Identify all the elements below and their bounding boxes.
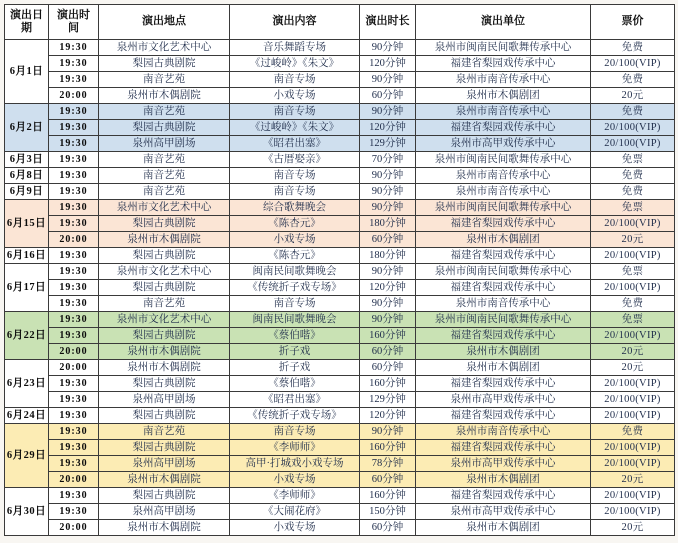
duration-cell: 90分钟 (360, 200, 416, 216)
time-cell: 19:30 (49, 168, 99, 184)
time-cell: 19:30 (49, 296, 99, 312)
unit-cell: 福建省梨园戏传承中心 (416, 408, 591, 424)
venue-cell: 泉州高甲剧场 (99, 136, 230, 152)
unit-cell: 福建省梨园戏传承中心 (416, 280, 591, 296)
time-cell: 19:30 (49, 264, 99, 280)
duration-cell: 160分钟 (360, 488, 416, 504)
venue-cell: 南音艺苑 (99, 104, 230, 120)
unit-cell: 泉州市高甲戏传承中心 (416, 504, 591, 520)
date-cell: 6月3日 (5, 152, 49, 168)
venue-cell: 梨园古典剧院 (99, 280, 230, 296)
time-cell: 19:30 (49, 280, 99, 296)
venue-cell: 泉州市木偶剧院 (99, 360, 230, 376)
date-cell: 6月15日 (5, 200, 49, 248)
unit-cell: 福建省梨园戏传承中心 (416, 56, 591, 72)
content-cell: 折子戏 (230, 344, 360, 360)
schedule-row (5, 232, 675, 248)
content-cell: 闽南民间歌舞晚会 (230, 312, 360, 328)
schedule-row (5, 104, 675, 120)
time-cell: 19:30 (49, 120, 99, 136)
venue-cell: 梨园古典剧院 (99, 56, 230, 72)
schedule-row (5, 248, 675, 264)
content-cell: 《昭君出塞》 (230, 392, 360, 408)
duration-cell: 180分钟 (360, 248, 416, 264)
content-cell: 小戏专场 (230, 88, 360, 104)
duration-cell: 90分钟 (360, 296, 416, 312)
content-cell: 《过峻岭》《朱文》 (230, 120, 360, 136)
price-cell: 免票 (591, 264, 675, 280)
duration-cell: 60分钟 (360, 472, 416, 488)
price-cell: 20/100(VIP) (591, 56, 675, 72)
schedule-row (5, 488, 675, 504)
duration-cell: 120分钟 (360, 408, 416, 424)
content-cell: 音乐舞蹈专场 (230, 40, 360, 56)
performance-schedule-table (4, 4, 675, 536)
venue-cell: 泉州市木偶剧院 (99, 232, 230, 248)
duration-cell: 120分钟 (360, 56, 416, 72)
content-cell: 《昭君出塞》 (230, 136, 360, 152)
date-cell: 6月22日 (5, 312, 49, 360)
content-cell: 南音专场 (230, 424, 360, 440)
venue-cell: 泉州市文化艺术中心 (99, 40, 230, 56)
duration-cell: 60分钟 (360, 360, 416, 376)
schedule-row (5, 120, 675, 136)
time-cell: 20:00 (49, 472, 99, 488)
time-cell: 19:30 (49, 200, 99, 216)
content-cell: 折子戏 (230, 360, 360, 376)
time-cell: 20:00 (49, 520, 99, 536)
time-cell: 19:30 (49, 408, 99, 424)
unit-cell: 泉州市南音传承中心 (416, 424, 591, 440)
time-cell: 19:30 (49, 136, 99, 152)
venue-cell: 梨园古典剧院 (99, 248, 230, 264)
duration-cell: 70分钟 (360, 152, 416, 168)
content-cell: 南音专场 (230, 104, 360, 120)
time-cell: 19:30 (49, 152, 99, 168)
unit-cell: 泉州市高甲戏传承中心 (416, 456, 591, 472)
schedule-row (5, 312, 675, 328)
price-cell: 免费 (591, 104, 675, 120)
unit-cell: 泉州市高甲戏传承中心 (416, 136, 591, 152)
duration-cell: 60分钟 (360, 520, 416, 536)
column-header-unit: 演出单位 (416, 5, 591, 40)
column-header-venue: 演出地点 (99, 5, 230, 40)
price-cell: 20/100(VIP) (591, 392, 675, 408)
content-cell: 南音专场 (230, 168, 360, 184)
venue-cell: 南音艺苑 (99, 168, 230, 184)
duration-cell: 90分钟 (360, 40, 416, 56)
date-cell: 6月16日 (5, 248, 49, 264)
unit-cell: 泉州市南音传承中心 (416, 184, 591, 200)
price-cell: 20元 (591, 360, 675, 376)
time-cell: 19:30 (49, 504, 99, 520)
schedule-row (5, 392, 675, 408)
time-cell: 19:30 (49, 376, 99, 392)
price-cell: 免费 (591, 296, 675, 312)
unit-cell: 福建省梨园戏传承中心 (416, 440, 591, 456)
schedule-row (5, 408, 675, 424)
price-cell: 免费 (591, 72, 675, 88)
date-cell: 6月1日 (5, 40, 49, 104)
content-cell: 《蔡伯喈》 (230, 328, 360, 344)
schedule-row (5, 520, 675, 536)
price-cell: 20元 (591, 344, 675, 360)
price-cell: 20元 (591, 232, 675, 248)
price-cell: 20/100(VIP) (591, 456, 675, 472)
unit-cell: 泉州市木偶剧团 (416, 344, 591, 360)
content-cell: 南音专场 (230, 296, 360, 312)
unit-cell: 泉州市木偶剧团 (416, 520, 591, 536)
unit-cell: 泉州市南音传承中心 (416, 296, 591, 312)
schedule-row (5, 72, 675, 88)
time-cell: 20:00 (49, 232, 99, 248)
price-cell: 20/100(VIP) (591, 216, 675, 232)
content-cell: 《蔡伯喈》 (230, 376, 360, 392)
schedule-row (5, 264, 675, 280)
date-cell: 6月23日 (5, 360, 49, 408)
venue-cell: 南音艺苑 (99, 296, 230, 312)
venue-cell: 梨园古典剧院 (99, 440, 230, 456)
time-cell: 19:30 (49, 248, 99, 264)
duration-cell: 90分钟 (360, 424, 416, 440)
price-cell: 20/100(VIP) (591, 440, 675, 456)
unit-cell: 泉州市高甲戏传承中心 (416, 392, 591, 408)
duration-cell: 90分钟 (360, 312, 416, 328)
content-cell: 小戏专场 (230, 232, 360, 248)
schedule-row (5, 200, 675, 216)
venue-cell: 泉州高甲剧场 (99, 392, 230, 408)
time-cell: 20:00 (49, 360, 99, 376)
date-cell: 6月17日 (5, 264, 49, 312)
venue-cell: 泉州高甲剧场 (99, 504, 230, 520)
schedule-row (5, 328, 675, 344)
venue-cell: 梨园古典剧院 (99, 120, 230, 136)
duration-cell: 60分钟 (360, 344, 416, 360)
venue-cell: 梨园古典剧院 (99, 488, 230, 504)
time-cell: 19:30 (49, 312, 99, 328)
duration-cell: 129分钟 (360, 392, 416, 408)
unit-cell: 泉州市南音传承中心 (416, 104, 591, 120)
duration-cell: 150分钟 (360, 504, 416, 520)
column-header-date: 演出日期 (5, 5, 49, 40)
schedule-row (5, 504, 675, 520)
duration-cell: 90分钟 (360, 72, 416, 88)
price-cell: 20/100(VIP) (591, 408, 675, 424)
column-header-time: 演出时间 (49, 5, 99, 40)
price-cell: 20/100(VIP) (591, 280, 675, 296)
price-cell: 20/100(VIP) (591, 488, 675, 504)
schedule-row (5, 88, 675, 104)
time-cell: 19:30 (49, 40, 99, 56)
duration-cell: 160分钟 (360, 328, 416, 344)
venue-cell: 梨园古典剧院 (99, 216, 230, 232)
price-cell: 20元 (591, 520, 675, 536)
schedule-row (5, 152, 675, 168)
venue-cell: 泉州市木偶剧院 (99, 344, 230, 360)
content-cell: 《陈杏元》 (230, 216, 360, 232)
venue-cell: 泉州高甲剧场 (99, 456, 230, 472)
content-cell: 《传统折子戏专场》 (230, 280, 360, 296)
duration-cell: 120分钟 (360, 280, 416, 296)
venue-cell: 泉州市文化艺术中心 (99, 312, 230, 328)
price-cell: 20元 (591, 472, 675, 488)
venue-cell: 梨园古典剧院 (99, 408, 230, 424)
price-cell: 免费 (591, 168, 675, 184)
unit-cell: 泉州市闽南民间歌舞传承中心 (416, 40, 591, 56)
venue-cell: 南音艺苑 (99, 152, 230, 168)
price-cell: 20/100(VIP) (591, 376, 675, 392)
venue-cell: 梨园古典剧院 (99, 376, 230, 392)
date-cell: 6月30日 (5, 488, 49, 536)
price-cell: 20/100(VIP) (591, 504, 675, 520)
time-cell: 19:30 (49, 56, 99, 72)
unit-cell: 福建省梨园戏传承中心 (416, 248, 591, 264)
duration-cell: 60分钟 (360, 88, 416, 104)
duration-cell: 90分钟 (360, 184, 416, 200)
header-row (5, 5, 675, 40)
content-cell: 闽南民间歌舞晚会 (230, 264, 360, 280)
content-cell: 《古厝娶亲》 (230, 152, 360, 168)
unit-cell: 泉州市南音传承中心 (416, 168, 591, 184)
duration-cell: 78分钟 (360, 456, 416, 472)
unit-cell: 福建省梨园戏传承中心 (416, 120, 591, 136)
schedule-row (5, 376, 675, 392)
unit-cell: 福建省梨园戏传承中心 (416, 216, 591, 232)
schedule-row (5, 280, 675, 296)
price-cell: 免票 (591, 312, 675, 328)
content-cell: 小戏专场 (230, 472, 360, 488)
price-cell: 20/100(VIP) (591, 120, 675, 136)
duration-cell: 160分钟 (360, 376, 416, 392)
content-cell: 《大闹花府》 (230, 504, 360, 520)
unit-cell: 泉州市闽南民间歌舞传承中心 (416, 200, 591, 216)
content-cell: 高甲·打城戏小戏专场 (230, 456, 360, 472)
price-cell: 免费 (591, 40, 675, 56)
schedule-row (5, 40, 675, 56)
duration-cell: 90分钟 (360, 104, 416, 120)
time-cell: 19:30 (49, 488, 99, 504)
content-cell: 南音专场 (230, 184, 360, 200)
venue-cell: 泉州市文化艺术中心 (99, 200, 230, 216)
unit-cell: 泉州市木偶剧团 (416, 472, 591, 488)
venue-cell: 泉州市木偶剧院 (99, 88, 230, 104)
unit-cell: 泉州市闽南民间歌舞传承中心 (416, 152, 591, 168)
column-header-content: 演出内容 (230, 5, 360, 40)
price-cell: 免费 (591, 424, 675, 440)
content-cell: 综合歌舞晚会 (230, 200, 360, 216)
price-cell: 20元 (591, 88, 675, 104)
duration-cell: 90分钟 (360, 264, 416, 280)
schedule-row (5, 216, 675, 232)
schedule-row (5, 360, 675, 376)
content-cell: 《李师师》 (230, 440, 360, 456)
price-cell: 20/100(VIP) (591, 136, 675, 152)
content-cell: 南音专场 (230, 72, 360, 88)
date-cell: 6月8日 (5, 168, 49, 184)
time-cell: 19:30 (49, 440, 99, 456)
schedule-row (5, 296, 675, 312)
schedule-row (5, 168, 675, 184)
price-cell: 20/100(VIP) (591, 248, 675, 264)
duration-cell: 129分钟 (360, 136, 416, 152)
time-cell: 19:30 (49, 424, 99, 440)
unit-cell: 泉州市闽南民间歌舞传承中心 (416, 312, 591, 328)
content-cell: 《传统折子戏专场》 (230, 408, 360, 424)
unit-cell: 泉州市木偶剧团 (416, 232, 591, 248)
venue-cell: 南音艺苑 (99, 184, 230, 200)
price-cell: 免费 (591, 184, 675, 200)
content-cell: 《过峻岭》《朱文》 (230, 56, 360, 72)
venue-cell: 泉州市文化艺术中心 (99, 264, 230, 280)
schedule-row (5, 56, 675, 72)
date-cell: 6月2日 (5, 104, 49, 152)
unit-cell: 泉州市木偶剧团 (416, 88, 591, 104)
content-cell: 《李师师》 (230, 488, 360, 504)
unit-cell: 福建省梨园戏传承中心 (416, 376, 591, 392)
duration-cell: 120分钟 (360, 120, 416, 136)
content-cell: 小戏专场 (230, 520, 360, 536)
content-cell: 《陈杏元》 (230, 248, 360, 264)
column-header-price: 票价 (591, 5, 675, 40)
venue-cell: 梨园古典剧院 (99, 328, 230, 344)
time-cell: 19:30 (49, 184, 99, 200)
time-cell: 19:30 (49, 72, 99, 88)
venue-cell: 泉州市木偶剧院 (99, 472, 230, 488)
schedule-row (5, 456, 675, 472)
date-cell: 6月9日 (5, 184, 49, 200)
schedule-row (5, 344, 675, 360)
duration-cell: 180分钟 (360, 216, 416, 232)
unit-cell: 福建省梨园戏传承中心 (416, 488, 591, 504)
unit-cell: 泉州市南音传承中心 (416, 72, 591, 88)
unit-cell: 福建省梨园戏传承中心 (416, 328, 591, 344)
duration-cell: 60分钟 (360, 232, 416, 248)
price-cell: 20/100(VIP) (591, 328, 675, 344)
unit-cell: 泉州市闽南民间歌舞传承中心 (416, 264, 591, 280)
time-cell: 19:30 (49, 216, 99, 232)
duration-cell: 90分钟 (360, 168, 416, 184)
time-cell: 19:30 (49, 456, 99, 472)
price-cell: 免票 (591, 200, 675, 216)
duration-cell: 160分钟 (360, 440, 416, 456)
schedule-row (5, 184, 675, 200)
unit-cell: 泉州市木偶剧团 (416, 360, 591, 376)
date-cell: 6月24日 (5, 408, 49, 424)
schedule-row (5, 136, 675, 152)
time-cell: 20:00 (49, 344, 99, 360)
schedule-row (5, 472, 675, 488)
time-cell: 19:30 (49, 104, 99, 120)
venue-cell: 泉州市木偶剧院 (99, 520, 230, 536)
venue-cell: 南音艺苑 (99, 424, 230, 440)
price-cell: 免票 (591, 152, 675, 168)
schedule-row (5, 440, 675, 456)
column-header-duration: 演出时长 (360, 5, 416, 40)
venue-cell: 南音艺苑 (99, 72, 230, 88)
time-cell: 19:30 (49, 328, 99, 344)
date-cell: 6月29日 (5, 424, 49, 488)
schedule-row (5, 424, 675, 440)
time-cell: 19:30 (49, 392, 99, 408)
time-cell: 20:00 (49, 88, 99, 104)
